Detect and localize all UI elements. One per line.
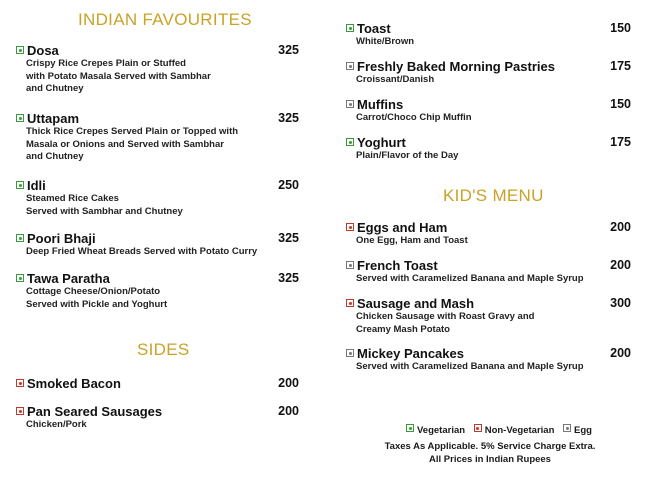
item-name: Pan Seared Sausages: [27, 404, 163, 419]
menu-item-french-toast: [346, 258, 584, 286]
tax-note: Taxes As Applicable. 5% Service Charge Extra.: [384, 441, 596, 452]
item-description: Croissant/Danish: [356, 74, 435, 85]
item-description: Thick Rice Crepes Served Plain or Topped with Masala or Onions and Served with Sambhar and Chutney: [26, 126, 239, 162]
item-name: Toast: [357, 21, 391, 36]
menu-item-pan-seared-sausages: [16, 404, 162, 432]
menu-item-sausage-and-mash: [346, 296, 534, 336]
veg-icon: [16, 181, 24, 189]
menu-item-muffins: [346, 97, 472, 125]
item-name: Uttapam: [27, 111, 80, 126]
menu-item-mickey-pancakes: [346, 346, 584, 374]
item-name: Sausage and Mash: [357, 296, 475, 311]
item-price: 300: [610, 296, 631, 310]
menu-item-morning-pastries: [346, 59, 555, 87]
item-name: Yoghurt: [357, 135, 406, 150]
non-veg-icon: [474, 424, 482, 432]
item-price: 250: [278, 178, 299, 192]
item-price: 325: [278, 231, 299, 245]
item-description: Served with Caramelized Banana and Maple Syrup: [356, 361, 584, 372]
menu-item-eggs-and-ham: [346, 220, 468, 248]
item-description: One Egg, Ham and Toast: [356, 235, 468, 246]
item-price: 325: [278, 271, 299, 285]
menu-item-toast: [346, 21, 414, 49]
veg-icon: [16, 114, 24, 122]
item-price: 200: [610, 220, 631, 234]
section-title-kids-menu: KID'S MENU: [443, 186, 544, 205]
veg-icon: [16, 46, 24, 54]
item-description: Carrot/Choco Chip Muffin: [356, 112, 472, 123]
menu-item-poori-bhaji: [16, 231, 257, 259]
legend-nonveg-label: Non-Vegetarian: [484, 425, 555, 436]
non-veg-icon: [346, 223, 354, 231]
menu-item-idli: [16, 178, 183, 218]
currency-note: All Prices in Indian Rupees: [429, 454, 551, 465]
item-price: 325: [278, 43, 299, 57]
item-price: 325: [278, 111, 299, 125]
item-name: Smoked Bacon: [27, 376, 121, 391]
veg-icon: [346, 24, 354, 32]
menu-item-tawa-paratha: [16, 271, 167, 311]
veg-icon: [406, 424, 414, 432]
footer-note: [365, 440, 615, 466]
item-name: Freshly Baked Morning Pastries: [357, 59, 555, 74]
menu-item-dosa: [16, 43, 211, 96]
item-description: White/Brown: [356, 36, 415, 47]
item-description: Cottage Cheese/Onion/Potato Served with Pickle and Yoghurt: [26, 286, 168, 310]
legend-veg-label: Vegetarian: [417, 425, 466, 436]
egg-icon: [346, 261, 354, 269]
diet-legend: [406, 424, 598, 436]
egg-icon: [563, 424, 571, 432]
veg-icon: [346, 138, 354, 146]
egg-icon: [346, 100, 354, 108]
non-veg-icon: [16, 379, 24, 387]
veg-icon: [16, 234, 24, 242]
item-name: Dosa: [27, 43, 59, 58]
menu-item-uttapam: [16, 111, 238, 164]
item-price: 200: [610, 258, 631, 272]
egg-icon: [346, 62, 354, 70]
item-price: 200: [610, 346, 631, 360]
item-price: 175: [610, 59, 631, 73]
item-name: Tawa Paratha: [27, 271, 110, 286]
item-price: 200: [278, 404, 299, 418]
item-price: 150: [610, 97, 631, 111]
non-veg-icon: [16, 407, 24, 415]
item-description: Steamed Rice Cakes Served with Sambhar and Chutney: [26, 193, 183, 217]
section-title-sides: SIDES: [137, 340, 190, 359]
item-description: Chicken Sausage with Roast Gravy and Creamy Mash Potato: [356, 311, 535, 335]
item-name: Muffins: [357, 97, 404, 112]
item-price: 150: [610, 21, 631, 35]
item-description: Crispy Rice Crepes Plain or Stuffed with Potato Masala Served with Sambhar and Chutney: [26, 58, 211, 94]
item-name: Mickey Pancakes: [357, 346, 464, 361]
item-description: Deep Fried Wheat Breads Served with Potato Curry: [26, 246, 258, 257]
item-name: French Toast: [357, 258, 438, 273]
item-price: 175: [610, 135, 631, 149]
item-name: Eggs and Ham: [357, 220, 448, 235]
egg-icon: [346, 349, 354, 357]
menu-item-smoked-bacon: [16, 376, 121, 391]
item-description: Served with Caramelized Banana and Maple Syrup: [356, 273, 584, 284]
legend-egg-label: Egg: [574, 425, 592, 436]
item-name: Idli: [27, 178, 46, 193]
menu-item-yoghurt: [346, 135, 458, 163]
veg-icon: [16, 274, 24, 282]
non-veg-icon: [346, 299, 354, 307]
item-name: Poori Bhaji: [27, 231, 96, 246]
item-price: 200: [278, 376, 299, 390]
section-title-indian-favourites: INDIAN FAVOURITES: [78, 10, 252, 29]
item-description: Chicken/Pork: [26, 419, 87, 430]
item-description: Plain/Flavor of the Day: [356, 150, 459, 161]
